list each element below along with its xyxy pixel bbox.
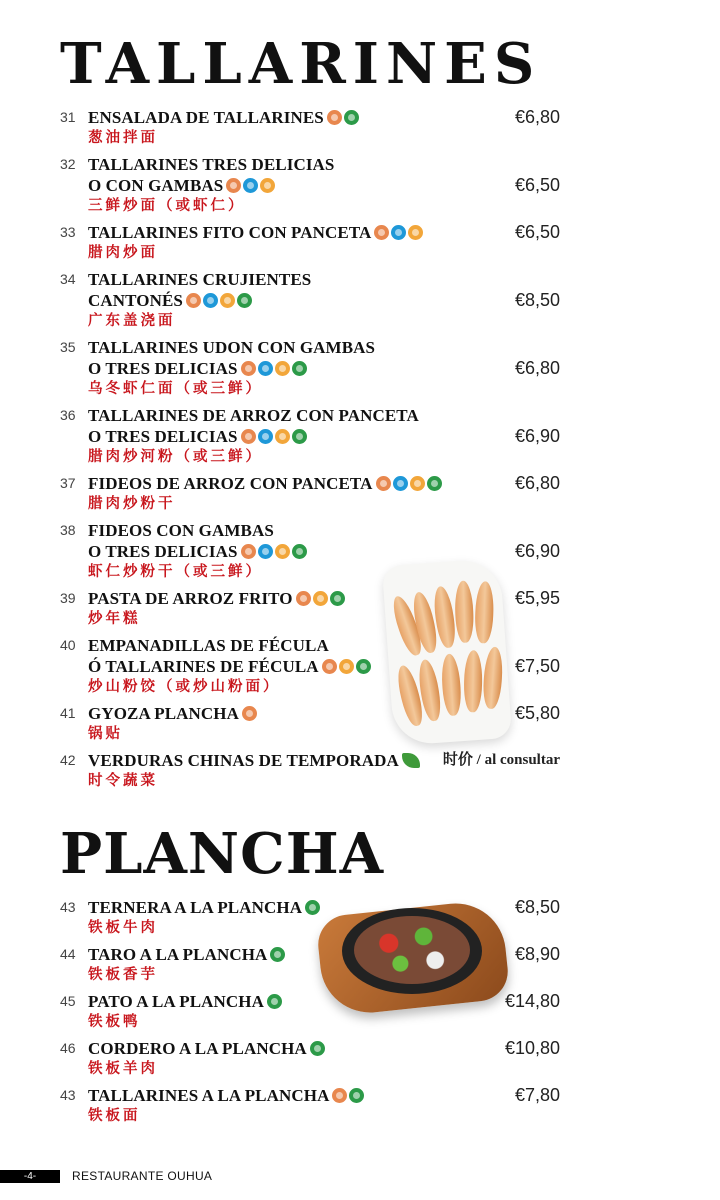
- allergen-icons: [241, 361, 307, 376]
- allergen-icons: [267, 994, 282, 1009]
- gluten-icon: [332, 1088, 347, 1103]
- menu-item: [60, 473, 560, 515]
- vegan-icon: [292, 544, 307, 559]
- item-name: FIDEOS DE ARROZ CON PANCETA: [88, 474, 373, 493]
- item-number: 35: [60, 339, 76, 355]
- allergen-icons: [322, 659, 371, 674]
- allergen-icons: [241, 429, 307, 444]
- menu-item: [60, 1038, 560, 1080]
- item-name: CANTONÉS: [88, 291, 183, 310]
- allergen-icons: [226, 178, 275, 193]
- item-chinese-name: 腊肉炒粉干: [88, 496, 176, 512]
- item-name: TALLARINES UDON CON GAMBAS: [88, 338, 376, 357]
- item-chinese-name: 铁板羊肉: [88, 1061, 158, 1077]
- sizzling-plate-photo: [320, 898, 506, 1016]
- item-price: €5,80: [514, 703, 560, 723]
- dumpling: [440, 653, 462, 716]
- egg-icon: [410, 476, 425, 491]
- gluten-icon: [241, 544, 256, 559]
- item-name: TARO A LA PLANCHA: [88, 945, 268, 964]
- vegetable-icon: [402, 753, 420, 768]
- allergen-icons: [332, 1088, 364, 1103]
- menu-item: [60, 405, 560, 468]
- allergen-icons: [327, 110, 359, 125]
- allergen-icons: [402, 753, 420, 768]
- vegan-icon: [310, 1041, 325, 1056]
- allergen-icons: [241, 544, 307, 559]
- vegan-icon: [267, 994, 282, 1009]
- item-price: €6,50: [514, 175, 560, 195]
- menu-item: [60, 269, 560, 332]
- item-number: 40: [60, 637, 76, 653]
- vegan-icon: [349, 1088, 364, 1103]
- item-name: TALLARINES FITO CON PANCETA: [88, 223, 372, 242]
- dumpling: [474, 581, 494, 644]
- allergen-icons: [305, 900, 320, 915]
- item-chinese-name: 铁板鸭: [88, 1014, 141, 1030]
- item-name: ENSALADA DE TALLARINES: [88, 108, 324, 127]
- vegan-icon: [330, 591, 345, 606]
- stir-fry: [354, 916, 470, 984]
- item-price: 时价 / al consultar: [442, 752, 560, 768]
- item-price: €7,50: [514, 656, 560, 676]
- item-price: €8,50: [514, 897, 560, 917]
- gluten-icon: [241, 429, 256, 444]
- item-name: O TRES DELICIAS: [88, 359, 238, 378]
- gluten-icon: [327, 110, 342, 125]
- item-price: €8,90: [514, 944, 560, 964]
- item-number: 38: [60, 522, 76, 538]
- item-price: €6,90: [514, 426, 560, 446]
- crustacean-icon: [258, 429, 273, 444]
- item-price: €5,95: [514, 588, 560, 608]
- menu-item: [60, 154, 560, 217]
- vegan-icon: [344, 110, 359, 125]
- gluten-icon: [226, 178, 241, 193]
- gluten-icon: [374, 225, 389, 240]
- crustacean-icon: [391, 225, 406, 240]
- egg-icon: [313, 591, 328, 606]
- crustacean-icon: [258, 544, 273, 559]
- item-number: 41: [60, 705, 76, 721]
- item-chinese-name: 乌冬虾仁面（或三鲜）: [88, 381, 263, 397]
- item-price: €8,50: [514, 290, 560, 310]
- item-chinese-name: 铁板香芋: [88, 967, 158, 983]
- item-number: 37: [60, 475, 76, 491]
- item-chinese-name: 腊肉炒面: [88, 245, 158, 261]
- menu-item: [60, 750, 560, 792]
- allergen-icons: [376, 476, 442, 491]
- item-price: €6,80: [514, 473, 560, 493]
- item-chinese-name: 铁板面: [88, 1108, 141, 1124]
- crustacean-icon: [243, 178, 258, 193]
- item-chinese-name: 葱油拌面: [88, 130, 158, 146]
- item-number: 45: [60, 993, 76, 1009]
- gluten-icon: [241, 361, 256, 376]
- item-name: TALLARINES DE ARROZ CON PANCETA: [88, 406, 419, 425]
- gluten-icon: [376, 476, 391, 491]
- allergen-icons: [270, 947, 285, 962]
- item-number: 39: [60, 590, 76, 606]
- item-name: TALLARINES TRES DELICIAS: [88, 155, 335, 174]
- item-name: Ó TALLARINES DE FÉCULA: [88, 657, 319, 676]
- item-price: €6,80: [514, 107, 560, 127]
- item-name: GYOZA PLANCHA: [88, 704, 240, 723]
- item-number: 36: [60, 407, 76, 423]
- item-name: PATO A LA PLANCHA: [88, 992, 264, 1011]
- item-number: 31: [60, 109, 76, 125]
- vegan-icon: [292, 429, 307, 444]
- page-number: -4-: [0, 1170, 60, 1183]
- item-price: €10,80: [504, 1038, 560, 1058]
- item-price: €14,80: [504, 991, 560, 1011]
- item-name: O CON GAMBAS: [88, 176, 224, 195]
- section-title-plancha: PLANCHA: [60, 821, 385, 887]
- item-chinese-name: 铁板牛肉: [88, 920, 158, 936]
- egg-icon: [339, 659, 354, 674]
- item-chinese-name: 炒年糕: [88, 611, 141, 627]
- item-chinese-name: 广东盖浇面: [88, 313, 176, 329]
- item-chinese-name: 三鲜炒面（或虾仁）: [88, 198, 246, 214]
- allergen-icons: [186, 293, 252, 308]
- menu-item: [60, 107, 560, 149]
- menu-item: [60, 1085, 560, 1127]
- item-price: €6,50: [514, 222, 560, 242]
- item-price: €7,80: [514, 1085, 560, 1105]
- dumpling: [464, 650, 483, 712]
- item-chinese-name: 锅贴: [88, 726, 123, 742]
- gluten-icon: [322, 659, 337, 674]
- vegan-icon: [427, 476, 442, 491]
- crustacean-icon: [203, 293, 218, 308]
- item-chinese-name: 腊肉炒河粉（或三鲜）: [88, 449, 263, 465]
- restaurant-name: RESTAURANTE OUHUA: [72, 1169, 213, 1183]
- allergen-icons: [296, 591, 345, 606]
- dumpling: [482, 646, 504, 709]
- dumpling: [454, 580, 474, 643]
- item-name: CORDERO A LA PLANCHA: [88, 1039, 307, 1058]
- item-name: O TRES DELICIAS: [88, 542, 238, 561]
- egg-icon: [275, 361, 290, 376]
- egg-icon: [275, 429, 290, 444]
- vegan-icon: [292, 361, 307, 376]
- item-number: 43: [60, 899, 76, 915]
- item-name: O TRES DELICIAS: [88, 427, 238, 446]
- gluten-icon: [186, 293, 201, 308]
- item-name: FIDEOS CON GAMBAS: [88, 521, 274, 540]
- item-name: PASTA DE ARROZ FRITO: [88, 589, 293, 608]
- vegan-icon: [237, 293, 252, 308]
- vegan-icon: [356, 659, 371, 674]
- item-price: €6,80: [514, 358, 560, 378]
- section-title-tallarines: TALLARINES: [60, 31, 542, 97]
- item-number: 32: [60, 156, 76, 172]
- menu-item: [60, 337, 560, 400]
- item-number: 43: [60, 1087, 76, 1103]
- item-chinese-name: 时令蔬菜: [88, 773, 158, 789]
- item-name: VERDURAS CHINAS DE TEMPORADA: [88, 751, 399, 770]
- allergen-icons: [242, 706, 257, 721]
- gyoza-photo: [382, 558, 512, 746]
- item-number: 33: [60, 224, 76, 240]
- item-number: 44: [60, 946, 76, 962]
- item-number: 42: [60, 752, 76, 768]
- item-name: EMPANADILLAS DE FÉCULA: [88, 636, 329, 655]
- egg-icon: [220, 293, 235, 308]
- gluten-icon: [242, 706, 257, 721]
- vegan-icon: [270, 947, 285, 962]
- egg-icon: [260, 178, 275, 193]
- item-chinese-name: 虾仁炒粉干（或三鲜）: [88, 564, 263, 580]
- allergen-icons: [310, 1041, 325, 1056]
- gluten-icon: [296, 591, 311, 606]
- item-number: 34: [60, 271, 76, 287]
- egg-icon: [275, 544, 290, 559]
- item-name: TERNERA A LA PLANCHA: [88, 898, 303, 917]
- item-name: TALLARINES CRUJIENTES: [88, 270, 312, 289]
- allergen-icons: [374, 225, 423, 240]
- crustacean-icon: [258, 361, 273, 376]
- item-chinese-name: 炒山粉饺（或炒山粉面）: [88, 679, 281, 695]
- item-name: TALLARINES A LA PLANCHA: [88, 1086, 330, 1105]
- crustacean-icon: [393, 476, 408, 491]
- menu-item: [60, 222, 560, 264]
- egg-icon: [408, 225, 423, 240]
- vegan-icon: [305, 900, 320, 915]
- item-number: 46: [60, 1040, 76, 1056]
- item-price: €6,90: [514, 541, 560, 561]
